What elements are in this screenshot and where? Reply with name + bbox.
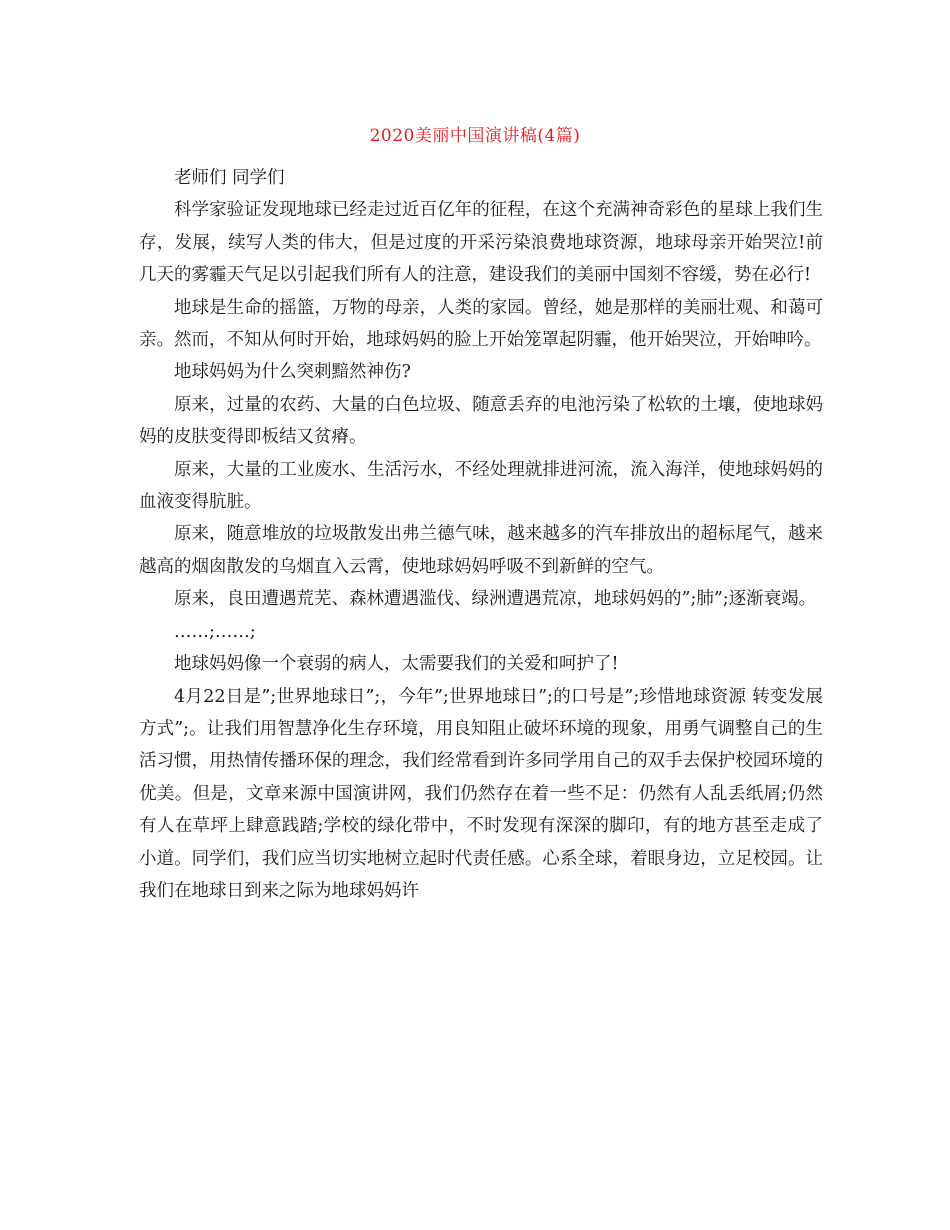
paragraph: 原来，良田遭遇荒芜、森林遭遇滥伐、绿洲遭遇荒凉，地球妈妈的”;肺”;逐渐衰竭。 <box>174 589 817 610</box>
document-body <box>139 162 823 907</box>
paragraph: 科学家验证发现地球已经走过近百亿年的征程，在这个充满神奇彩色的星球上我们生存，发展，续写人类的伟大，但是过度的开采污染浪费地球资源，地球母亲开始哭泣!前几天的雾霾天气足以引起我们所有人的注意，建设我们的美丽中国刻不容缓，势在必行! <box>139 200 823 286</box>
document-title: 2020美丽中国演讲稿(4篇) <box>369 126 581 146</box>
paragraph: 原来，大量的工业废水、生活污水，不经处理就排进河流，流入海洋，使地球妈妈的血液变得肮脏。 <box>139 459 823 513</box>
salutation: 老师们 同学们 <box>174 168 285 188</box>
paragraph: 地球妈妈为什么突刺黯然神伤? <box>174 362 411 383</box>
ellipsis-line: ……;……; <box>174 621 256 642</box>
paragraph: 4月22日是”;世界地球日”;，今年”;世界地球日”;的口号是”;珍惜地球资源 转变发展方式”;。让我们用智慧净化生存环境，用良知阻止破坏环境的现象，用勇气调整自己的生活习惯，用热情传播环保的理念，我们经常看到许多同学用自己的双手去保护校园环境的优美。但是，文章来源中国演讲网，我们仍然存在着一些不足：仍然有人乱丢纸屑;仍然有人在草坪上肆意践踏;学校的绿化带中，不时发现有深深的脚印，有的地方甚至走成了小道。同学们，我们应当切实地树立起时代责任感。心系全球，着眼身边，立足校园。让我们在地球日到来之际为地球妈妈许 <box>139 686 823 901</box>
paragraph: 原来，过量的农药、大量的白色垃圾、随意丢弃的电池污染了松软的土壤，使地球妈妈的皮肤变得即板结又贫瘠。 <box>139 394 823 448</box>
paragraph: 地球是生命的摇篮，万物的母亲，人类的家园。曾经，她是那样的美丽壮观、和蔼可亲。然而，不知从何时开始，地球妈妈的脸上开始笼罩起阴霾，他开始哭泣，开始呻吟。 <box>139 297 823 351</box>
paragraph: 地球妈妈像一个衰弱的病人，太需要我们的关爱和呵护了! <box>174 654 619 675</box>
paragraph: 原来，随意堆放的垃圾散发出弗兰德气味，越来越多的汽车排放出的超标尾气，越来越高的烟囱散发的乌烟直入云霄，使地球妈妈呼吸不到新鲜的空气。 <box>139 524 823 577</box>
